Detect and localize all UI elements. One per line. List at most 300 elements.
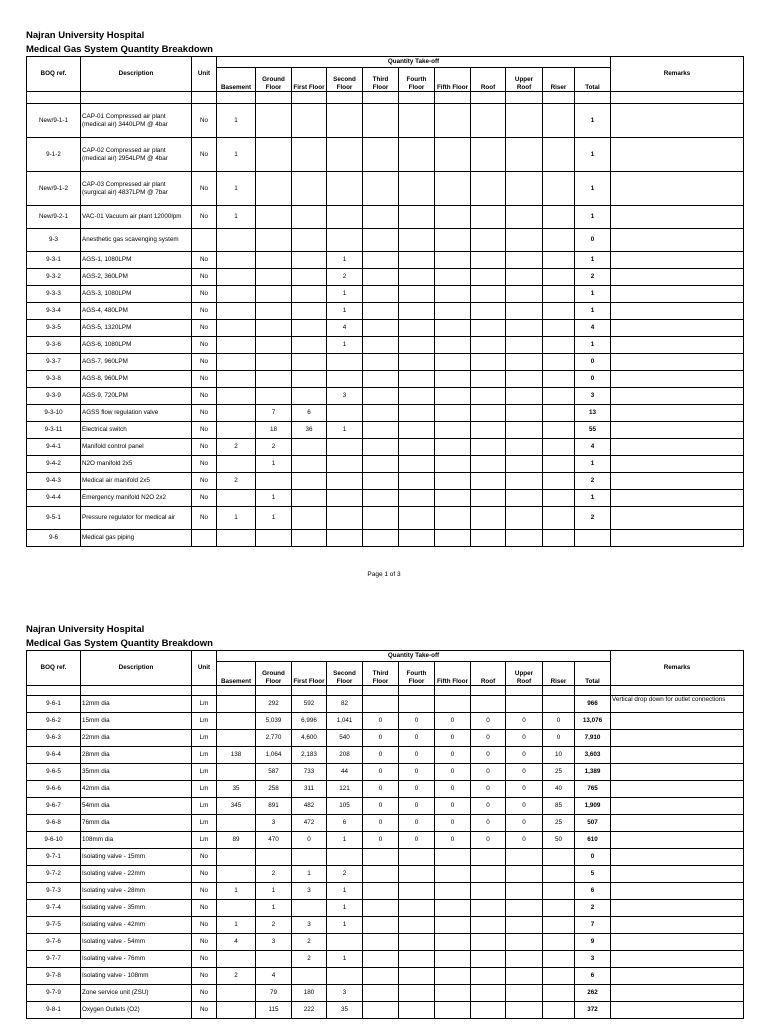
unit-cell: No	[192, 354, 217, 371]
third-floor-cell	[363, 490, 399, 507]
roof-cell	[471, 269, 506, 286]
remarks-cell	[611, 530, 744, 547]
empty-cell	[27, 686, 81, 696]
upper-roof-cell	[506, 456, 543, 473]
roof-cell	[471, 490, 506, 507]
description-cell: Medical gas piping	[81, 530, 192, 547]
table-row	[27, 530, 744, 547]
first-floor-cell: 4,600	[292, 730, 327, 747]
second-floor-cell: 208	[327, 747, 363, 764]
total-cell: 1	[575, 337, 611, 354]
riser-cell: 0	[543, 713, 575, 730]
table-row	[27, 405, 744, 422]
upper-roof-cell	[506, 934, 543, 951]
header-fifth-floor: Fifth Floor	[435, 68, 471, 92]
fifth-floor-cell: 0	[435, 798, 471, 815]
unit-cell: No	[192, 172, 217, 206]
ground-floor-cell: 18	[256, 422, 292, 439]
empty-cell	[506, 686, 543, 696]
first-floor-cell: 472	[292, 815, 327, 832]
remarks-cell	[611, 172, 744, 206]
first-floor-cell	[292, 530, 327, 547]
boq-ref-cell: 9-7-4	[27, 900, 81, 917]
description-cell: CAP-02 Compressed air plant (medical air) 2954LPM @ 4bar	[81, 138, 192, 172]
boq-ref-cell: 9-6-1	[27, 696, 81, 713]
first-floor-cell: 2,183	[292, 747, 327, 764]
ground-floor-cell	[256, 371, 292, 388]
description-cell: AGS-4, 480LPM	[81, 303, 192, 320]
ground-floor-cell: 4	[256, 968, 292, 985]
third-floor-cell	[363, 286, 399, 303]
boq-ref-cell: 9-3-2	[27, 269, 81, 286]
riser-cell	[543, 206, 575, 229]
fourth-floor-cell	[399, 866, 435, 883]
description-cell: Anesthetic gas scavenging system	[81, 229, 192, 252]
total-cell: 2	[575, 269, 611, 286]
fourth-floor-cell	[399, 138, 435, 172]
unit-cell: No	[192, 866, 217, 883]
upper-roof-cell	[506, 951, 543, 968]
table-body	[27, 92, 744, 547]
ground-floor-cell: 79	[256, 985, 292, 1002]
total-cell	[575, 530, 611, 547]
riser-cell	[543, 696, 575, 713]
empty-cell	[435, 92, 471, 104]
third-floor-cell	[363, 320, 399, 337]
fourth-floor-cell	[399, 405, 435, 422]
second-floor-cell	[327, 473, 363, 490]
basement-cell	[217, 422, 256, 439]
empty-cell	[192, 92, 217, 104]
description-cell: CAP-03 Compressed air plant (surgical air) 4837LPM @ 7bar	[81, 172, 192, 206]
unit-cell: No	[192, 252, 217, 269]
header-boq-ref: BOQ ref.	[27, 651, 81, 686]
header-basement: Basement	[217, 68, 256, 92]
third-floor-cell	[363, 968, 399, 985]
second-floor-cell: 6	[327, 815, 363, 832]
description-cell: Pressure regulator for medical air	[81, 507, 192, 530]
unit-cell: Lm	[192, 713, 217, 730]
description-cell: Isolating valve - 42mm	[81, 917, 192, 934]
unit-cell: No	[192, 951, 217, 968]
second-floor-cell: 1	[327, 252, 363, 269]
description-cell: 12mm dia	[81, 696, 192, 713]
total-cell: 1	[575, 206, 611, 229]
boq-ref-cell: 9-8-1	[27, 1002, 81, 1019]
basement-cell	[217, 696, 256, 713]
empty-cell	[292, 686, 327, 696]
total-cell: 7,910	[575, 730, 611, 747]
ground-floor-cell	[256, 951, 292, 968]
remarks-cell	[611, 798, 744, 815]
empty-cell	[327, 92, 363, 104]
header-third-floor: Third Floor	[363, 68, 399, 92]
unit-cell: No	[192, 968, 217, 985]
second-floor-cell	[327, 456, 363, 473]
boq-ref-cell: 9-3-4	[27, 303, 81, 320]
description-cell: Electrical switch	[81, 422, 192, 439]
riser-cell	[543, 490, 575, 507]
total-cell: 966	[575, 696, 611, 713]
second-floor-cell	[327, 968, 363, 985]
fifth-floor-cell	[435, 206, 471, 229]
total-cell: 765	[575, 781, 611, 798]
fifth-floor-cell	[435, 388, 471, 405]
table-row	[27, 730, 744, 747]
ground-floor-cell: 1	[256, 900, 292, 917]
roof-cell	[471, 172, 506, 206]
description-cell: AGS-8, 960LPM	[81, 371, 192, 388]
third-floor-cell	[363, 269, 399, 286]
upper-roof-cell	[506, 985, 543, 1002]
roof-cell	[471, 951, 506, 968]
total-cell: 6	[575, 883, 611, 900]
ground-floor-cell: 2	[256, 866, 292, 883]
fourth-floor-cell	[399, 917, 435, 934]
first-floor-cell	[292, 206, 327, 229]
second-floor-cell: 1	[327, 917, 363, 934]
header-riser: Riser	[543, 68, 575, 92]
fifth-floor-cell	[435, 422, 471, 439]
description-cell: AGS-3, 1080LPM	[81, 286, 192, 303]
description-cell: Oxygen Outlets (O2)	[81, 1002, 192, 1019]
boq-ref-cell: 9-1-2	[27, 138, 81, 172]
third-floor-cell	[363, 849, 399, 866]
ground-floor-cell: 2,770	[256, 730, 292, 747]
third-floor-cell	[363, 252, 399, 269]
unit-cell: No	[192, 405, 217, 422]
empty-cell	[81, 92, 192, 104]
table-row	[27, 507, 744, 530]
first-floor-cell	[292, 320, 327, 337]
fourth-floor-cell	[399, 388, 435, 405]
riser-cell	[543, 1002, 575, 1019]
roof-cell	[471, 286, 506, 303]
table-row	[27, 849, 744, 866]
riser-cell	[543, 917, 575, 934]
roof-cell	[471, 1002, 506, 1019]
upper-roof-cell	[506, 337, 543, 354]
remarks-cell	[611, 371, 744, 388]
third-floor-cell: 0	[363, 764, 399, 781]
fourth-floor-cell	[399, 473, 435, 490]
third-floor-cell	[363, 866, 399, 883]
basement-cell: 35	[217, 781, 256, 798]
fourth-floor-cell	[399, 303, 435, 320]
unit-cell: No	[192, 371, 217, 388]
second-floor-cell: 1,041	[327, 713, 363, 730]
total-cell: 1	[575, 303, 611, 320]
upper-roof-cell: 0	[506, 832, 543, 849]
remarks-cell	[611, 206, 744, 229]
remarks-cell	[611, 968, 744, 985]
description-cell: AGS-6, 1080LPM	[81, 337, 192, 354]
table-row	[27, 456, 744, 473]
boq-ref-cell: 9-6-3	[27, 730, 81, 747]
fourth-floor-cell	[399, 900, 435, 917]
upper-roof-cell	[506, 354, 543, 371]
third-floor-cell	[363, 696, 399, 713]
upper-roof-cell	[506, 1002, 543, 1019]
remarks-cell	[611, 917, 744, 934]
fifth-floor-cell	[435, 354, 471, 371]
remarks-cell	[611, 354, 744, 371]
ground-floor-cell: 258	[256, 781, 292, 798]
third-floor-cell	[363, 405, 399, 422]
remarks-cell	[611, 985, 744, 1002]
second-floor-cell: 2	[327, 866, 363, 883]
unit-cell: Lm	[192, 798, 217, 815]
total-cell: 1,909	[575, 798, 611, 815]
roof-cell: 0	[471, 730, 506, 747]
fourth-floor-cell	[399, 968, 435, 985]
description-cell: N2O manifold 2x5	[81, 456, 192, 473]
upper-roof-cell: 0	[506, 815, 543, 832]
spacer-row	[27, 92, 744, 104]
total-cell: 2	[575, 507, 611, 530]
riser-cell	[543, 530, 575, 547]
total-cell: 1	[575, 252, 611, 269]
ground-floor-cell: 3	[256, 815, 292, 832]
ground-floor-cell	[256, 138, 292, 172]
table-row	[27, 303, 744, 320]
empty-cell	[506, 92, 543, 104]
boq-ref-cell: 9-7-1	[27, 849, 81, 866]
empty-cell	[543, 92, 575, 104]
unit-cell: No	[192, 422, 217, 439]
page-subtitle: Medical Gas System Quantity Breakdown	[26, 44, 213, 55]
ground-floor-cell: 7	[256, 405, 292, 422]
riser-cell	[543, 866, 575, 883]
fourth-floor-cell: 0	[399, 832, 435, 849]
roof-cell: 0	[471, 764, 506, 781]
page-title: Najran University Hospital	[26, 624, 145, 635]
fourth-floor-cell	[399, 269, 435, 286]
remarks-cell	[611, 229, 744, 252]
second-floor-cell	[327, 439, 363, 456]
header-second-floor: Second Floor	[327, 662, 363, 686]
fourth-floor-cell	[399, 439, 435, 456]
unit-cell: No	[192, 456, 217, 473]
table-row	[27, 713, 744, 730]
empty-cell	[399, 92, 435, 104]
basement-cell: 2	[217, 968, 256, 985]
fifth-floor-cell	[435, 371, 471, 388]
basement-cell	[217, 252, 256, 269]
fourth-floor-cell	[399, 252, 435, 269]
upper-roof-cell	[506, 286, 543, 303]
fourth-floor-cell	[399, 696, 435, 713]
fourth-floor-cell: 0	[399, 713, 435, 730]
boq-ref-cell: 9-3-9	[27, 388, 81, 405]
table-row	[27, 798, 744, 815]
roof-cell	[471, 985, 506, 1002]
second-floor-cell: 1	[327, 883, 363, 900]
description-cell: 42mm dia	[81, 781, 192, 798]
third-floor-cell	[363, 229, 399, 252]
total-cell: 1	[575, 104, 611, 138]
roof-cell	[471, 934, 506, 951]
second-floor-cell	[327, 490, 363, 507]
empty-cell	[399, 686, 435, 696]
basement-cell	[217, 337, 256, 354]
third-floor-cell	[363, 473, 399, 490]
basement-cell	[217, 764, 256, 781]
empty-cell	[575, 92, 611, 104]
basement-cell	[217, 730, 256, 747]
upper-roof-cell	[506, 507, 543, 530]
riser-cell: 25	[543, 764, 575, 781]
boq-ref-cell: New/9-1-2	[27, 172, 81, 206]
second-floor-cell: 1	[327, 900, 363, 917]
table-row	[27, 354, 744, 371]
total-cell: 1	[575, 138, 611, 172]
total-cell: 7	[575, 917, 611, 934]
header-first-floor: First Floor	[292, 662, 327, 686]
boq-ref-cell: 9-4-4	[27, 490, 81, 507]
fifth-floor-cell	[435, 883, 471, 900]
second-floor-cell	[327, 206, 363, 229]
boq-ref-cell: 9-3-11	[27, 422, 81, 439]
first-floor-cell: 1	[292, 866, 327, 883]
upper-roof-cell	[506, 172, 543, 206]
total-cell: 507	[575, 815, 611, 832]
roof-cell	[471, 337, 506, 354]
header-first-floor: First Floor	[292, 68, 327, 92]
roof-cell	[471, 883, 506, 900]
basement-cell	[217, 866, 256, 883]
first-floor-cell	[292, 229, 327, 252]
table-row	[27, 320, 744, 337]
boq-ref-cell: 9-3-5	[27, 320, 81, 337]
total-cell: 0	[575, 371, 611, 388]
first-floor-cell	[292, 968, 327, 985]
third-floor-cell	[363, 530, 399, 547]
third-floor-cell	[363, 422, 399, 439]
fifth-floor-cell	[435, 229, 471, 252]
upper-roof-cell	[506, 530, 543, 547]
second-floor-cell: 3	[327, 388, 363, 405]
roof-cell	[471, 456, 506, 473]
second-floor-cell: 540	[327, 730, 363, 747]
roof-cell	[471, 405, 506, 422]
boq-ref-cell: 9-6-2	[27, 713, 81, 730]
ground-floor-cell	[256, 354, 292, 371]
empty-cell	[217, 92, 256, 104]
second-floor-cell: 2	[327, 269, 363, 286]
header-upper-roof: Upper Roof	[506, 68, 543, 92]
fifth-floor-cell	[435, 530, 471, 547]
first-floor-cell	[292, 507, 327, 530]
ground-floor-cell: 5,039	[256, 713, 292, 730]
third-floor-cell	[363, 337, 399, 354]
first-floor-cell	[292, 456, 327, 473]
boq-ref-cell: 9-6-4	[27, 747, 81, 764]
boq-ref-cell: 9-3-8	[27, 371, 81, 388]
fourth-floor-cell	[399, 985, 435, 1002]
header-description: Description	[81, 651, 192, 686]
ground-floor-cell	[256, 388, 292, 405]
remarks-cell	[611, 900, 744, 917]
ground-floor-cell: 1	[256, 456, 292, 473]
header-fifth-floor: Fifth Floor	[435, 662, 471, 686]
first-floor-cell: 6,996	[292, 713, 327, 730]
table-row	[27, 473, 744, 490]
unit-cell: No	[192, 985, 217, 1002]
roof-cell: 0	[471, 713, 506, 730]
upper-roof-cell	[506, 303, 543, 320]
header-riser: Riser	[543, 662, 575, 686]
total-cell: 610	[575, 832, 611, 849]
unit-cell: Lm	[192, 832, 217, 849]
upper-roof-cell	[506, 490, 543, 507]
boq-ref-cell: 9-7-6	[27, 934, 81, 951]
riser-cell	[543, 439, 575, 456]
ground-floor-cell: 2	[256, 439, 292, 456]
second-floor-cell	[327, 354, 363, 371]
description-cell: Isolating valve - 76mm	[81, 951, 192, 968]
second-floor-cell: 1	[327, 422, 363, 439]
remarks-cell	[611, 303, 744, 320]
riser-cell: 0	[543, 730, 575, 747]
description-cell: Isolating valve - 35mm	[81, 900, 192, 917]
total-cell: 1	[575, 490, 611, 507]
empty-cell	[363, 686, 399, 696]
fifth-floor-cell	[435, 286, 471, 303]
total-cell: 3	[575, 951, 611, 968]
fourth-floor-cell	[399, 530, 435, 547]
basement-cell	[217, 405, 256, 422]
header-remarks: Remarks	[611, 651, 744, 686]
unit-cell: Lm	[192, 815, 217, 832]
second-floor-cell: 4	[327, 320, 363, 337]
unit-cell: No	[192, 320, 217, 337]
second-floor-cell: 35	[327, 1002, 363, 1019]
second-floor-cell	[327, 849, 363, 866]
unit-cell: No	[192, 138, 217, 172]
basement-cell	[217, 951, 256, 968]
ground-floor-cell	[256, 104, 292, 138]
roof-cell: 0	[471, 781, 506, 798]
upper-roof-cell	[506, 229, 543, 252]
fifth-floor-cell	[435, 951, 471, 968]
table-row	[27, 781, 744, 798]
first-floor-cell: 36	[292, 422, 327, 439]
description-cell: 15mm dia	[81, 713, 192, 730]
first-floor-cell	[292, 354, 327, 371]
empty-cell	[363, 92, 399, 104]
third-floor-cell	[363, 172, 399, 206]
third-floor-cell	[363, 917, 399, 934]
description-cell: Isolating valve - 22mm	[81, 866, 192, 883]
second-floor-cell	[327, 172, 363, 206]
upper-roof-cell	[506, 405, 543, 422]
third-floor-cell: 0	[363, 781, 399, 798]
basement-cell	[217, 388, 256, 405]
third-floor-cell	[363, 1002, 399, 1019]
ground-floor-cell: 1	[256, 507, 292, 530]
basement-cell: 1	[217, 104, 256, 138]
first-floor-cell	[292, 286, 327, 303]
boq-ref-cell: 9-6-10	[27, 832, 81, 849]
fourth-floor-cell	[399, 354, 435, 371]
unit-cell: Lm	[192, 730, 217, 747]
description-cell: AGS-7, 960LPM	[81, 354, 192, 371]
basement-cell	[217, 456, 256, 473]
boq-ref-cell: 9-6-8	[27, 815, 81, 832]
remarks-cell	[611, 422, 744, 439]
empty-cell	[292, 92, 327, 104]
